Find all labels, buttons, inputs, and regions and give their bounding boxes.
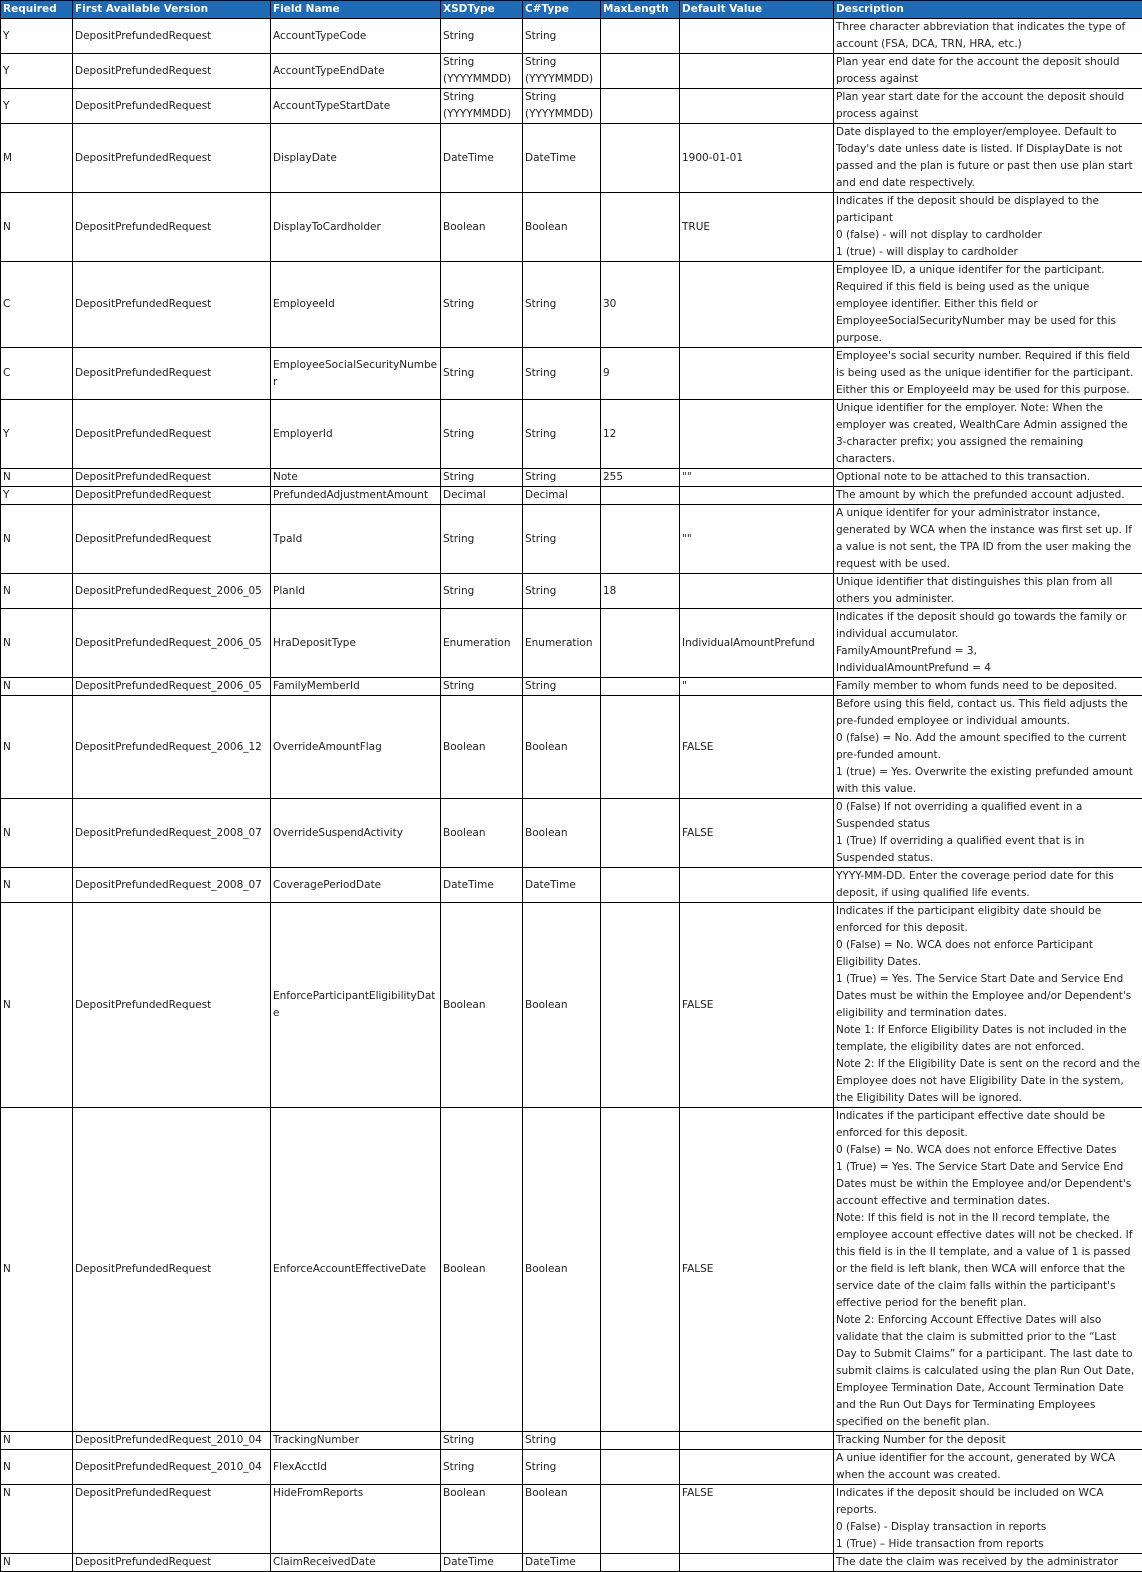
table-row	[1, 678, 1142, 696]
xsd-type-cell: String	[441, 1450, 523, 1485]
field-name-cell: EmployeeId	[271, 262, 441, 348]
table-row	[1, 574, 1142, 609]
field-name-cell: Note	[271, 469, 441, 487]
version-cell: DepositPrefundedRequest_2010_04	[73, 1432, 271, 1450]
table-row	[1, 487, 1142, 505]
table-row	[1, 400, 1142, 469]
default-value-cell	[680, 487, 834, 505]
field-name-cell: PlanId	[271, 574, 441, 609]
csharp-type-cell: Boolean	[523, 1108, 601, 1432]
xsd-type-cell: String (YYYYMMDD)	[441, 89, 523, 124]
table-row	[1, 903, 1142, 1108]
field-name-cell: EmployeeSocialSecurityNumber	[271, 348, 441, 400]
field-name-cell: AccountTypeCode	[271, 19, 441, 54]
csharp-type-cell: Boolean	[523, 903, 601, 1108]
field-name-cell: FamilyMemberId	[271, 678, 441, 696]
csharp-type-cell: String	[523, 574, 601, 609]
table-row	[1, 609, 1142, 678]
required-cell: N	[1, 469, 73, 487]
max-length-cell	[601, 903, 680, 1108]
csharp-type-cell: Decimal	[523, 487, 601, 505]
required-cell: N	[1, 193, 73, 262]
table-row	[1, 262, 1142, 348]
version-cell: DepositPrefundedRequest	[73, 1485, 271, 1554]
xsd-type-cell: String	[441, 1432, 523, 1450]
max-length-cell	[601, 1485, 680, 1554]
version-cell: DepositPrefundedRequest	[73, 903, 271, 1108]
required-cell: M	[1, 124, 73, 193]
required-cell: N	[1, 1450, 73, 1485]
max-length-cell	[601, 678, 680, 696]
default-value-cell	[680, 262, 834, 348]
default-value-cell	[680, 1450, 834, 1485]
table-row	[1, 193, 1142, 262]
description-cell: Unique identifier that distinguishes this plan from all others you administer.	[834, 574, 1142, 609]
csharp-type-cell: DateTime	[523, 1554, 601, 1572]
table-row	[1, 348, 1142, 400]
field-name-cell: OverrideAmountFlag	[271, 696, 441, 799]
csharp-type-cell: String	[523, 400, 601, 469]
csharp-type-cell: Boolean	[523, 193, 601, 262]
xsd-type-cell: String	[441, 262, 523, 348]
csharp-type-cell: String	[523, 505, 601, 574]
xsd-type-cell: Boolean	[441, 1108, 523, 1432]
default-value-cell	[680, 89, 834, 124]
field-name-cell: PrefundedAdjustmentAmount	[271, 487, 441, 505]
csharp-type-cell: String	[523, 469, 601, 487]
csharp-type-cell: String	[523, 1432, 601, 1450]
max-length-cell	[601, 1108, 680, 1432]
field-name-cell: CoveragePeriodDate	[271, 868, 441, 903]
required-cell: Y	[1, 54, 73, 89]
xsd-type-cell: String	[441, 19, 523, 54]
table-row	[1, 505, 1142, 574]
description-cell: Plan year end date for the account the deposit should process against	[834, 54, 1142, 89]
version-cell: DepositPrefundedRequest	[73, 505, 271, 574]
field-name-cell: AccountTypeEndDate	[271, 54, 441, 89]
xsd-type-cell: String	[441, 505, 523, 574]
header-default-value: Default Value	[680, 1, 834, 19]
xsd-type-cell: String	[441, 348, 523, 400]
default-value-cell: TRUE	[680, 193, 834, 262]
default-value-cell: 1900-01-01	[680, 124, 834, 193]
description-cell: Plan year start date for the account the deposit should process against	[834, 89, 1142, 124]
header-csharp-type: C#Type	[523, 1, 601, 19]
description-cell: Tracking Number for the deposit	[834, 1432, 1142, 1450]
default-value-cell: "	[680, 678, 834, 696]
max-length-cell	[601, 89, 680, 124]
version-cell: DepositPrefundedRequest	[73, 1554, 271, 1572]
max-length-cell: 255	[601, 469, 680, 487]
version-cell: DepositPrefundedRequest	[73, 348, 271, 400]
table-row	[1, 54, 1142, 89]
field-name-cell: EnforceAccountEffectiveDate	[271, 1108, 441, 1432]
description-cell: Employee's social security number. Required if this field is being used as the unique identifier for the participant. Either this or EmployeeId may be used for this purpose.	[834, 348, 1142, 400]
max-length-cell	[601, 193, 680, 262]
default-value-cell	[680, 400, 834, 469]
description-cell: 0 (False) If not overriding a qualified event in a Suspended status 1 (True) If overriding a qualified event that is in Suspended status.	[834, 799, 1142, 868]
default-value-cell: ""	[680, 469, 834, 487]
field-name-cell: TrackingNumber	[271, 1432, 441, 1450]
version-cell: DepositPrefundedRequest_2006_05	[73, 609, 271, 678]
xsd-type-cell: Boolean	[441, 696, 523, 799]
description-cell: A uniue identifier for the account, generated by WCA when the account was created.	[834, 1450, 1142, 1485]
xsd-type-cell: DateTime	[441, 124, 523, 193]
xsd-type-cell: String	[441, 400, 523, 469]
version-cell: DepositPrefundedRequest	[73, 400, 271, 469]
field-name-cell: HraDepositType	[271, 609, 441, 678]
required-cell: Y	[1, 400, 73, 469]
description-cell: The amount by which the prefunded account adjusted.	[834, 487, 1142, 505]
description-cell: Family member to whom funds need to be deposited.	[834, 678, 1142, 696]
max-length-cell	[601, 799, 680, 868]
field-name-cell: TpaId	[271, 505, 441, 574]
xsd-type-cell: DateTime	[441, 868, 523, 903]
version-cell: DepositPrefundedRequest_2006_12	[73, 696, 271, 799]
description-cell: Indicates if the deposit should be included on WCA reports. 0 (False) - Display transaction in reports 1 (True) – Hide transaction from reports	[834, 1485, 1142, 1554]
csharp-type-cell: DateTime	[523, 868, 601, 903]
table-row	[1, 89, 1142, 124]
xsd-type-cell: Boolean	[441, 903, 523, 1108]
required-cell: Y	[1, 19, 73, 54]
required-cell: N	[1, 903, 73, 1108]
max-length-cell: 9	[601, 348, 680, 400]
required-cell: C	[1, 262, 73, 348]
description-cell: Unique identifier for the employer. Note: When the employer was created, WealthCare Admin assigned the 3-character prefix; you assigned the remaining characters.	[834, 400, 1142, 469]
header-first-available-version: First Available Version	[73, 1, 271, 19]
table-row	[1, 1450, 1142, 1485]
header-max-length: MaxLength	[601, 1, 680, 19]
version-cell: DepositPrefundedRequest_2008_07	[73, 868, 271, 903]
table-row	[1, 696, 1142, 799]
default-value-cell: FALSE	[680, 1485, 834, 1554]
table-row	[1, 1108, 1142, 1432]
default-value-cell	[680, 868, 834, 903]
csharp-type-cell: String (YYYYMMDD)	[523, 89, 601, 124]
table-row	[1, 868, 1142, 903]
description-cell: Indicates if the deposit should be displayed to the participant 0 (false) - will not display to cardholder 1 (true) - will display to cardholder	[834, 193, 1142, 262]
table-row	[1, 1485, 1142, 1554]
max-length-cell	[601, 609, 680, 678]
field-name-cell: AccountTypeStartDate	[271, 89, 441, 124]
csharp-type-cell: String	[523, 678, 601, 696]
required-cell: N	[1, 1554, 73, 1572]
version-cell: DepositPrefundedRequest_2008_07	[73, 799, 271, 868]
description-cell: Indicates if the participant effective date should be enforced for this deposit. 0 (False) = No. WCA does not enforce Effective Dates 1 (True) = Yes. The Service Start Date and Service End Dates must be within the Employee and/or Dependent's account effective and termination dates. Note: If this field is not in the II record template, the employee account effective dates will not be checked. If this field is in the II template, and a value of 1 is passed or the field is left blank, then WCA will enforce that the service date of the claim falls within the participant's effective period for the benefit plan. Note 2: Enforcing Account Effective Dates will also validate that the claim is submitted prior to the “Last Day to Submit Claims” for a participant. The last date to submit claims is calculated using the plan Run Out Date, Employee Termination Date, Account Termination Date and the Run Out Days for Terminating Employees specified on the benefit plan.	[834, 1108, 1142, 1432]
xsd-type-cell: Enumeration	[441, 609, 523, 678]
required-cell: Y	[1, 89, 73, 124]
field-name-cell: EmployerId	[271, 400, 441, 469]
field-name-cell: DisplayDate	[271, 124, 441, 193]
required-cell: N	[1, 505, 73, 574]
table-row	[1, 799, 1142, 868]
description-cell: Before using this field, contact us. This field adjusts the pre-funded employee or individual amounts. 0 (false) = No. Add the amount specified to the current pre-funded amount. 1 (true) = Yes. Overwrite the existing prefunded amount with this value.	[834, 696, 1142, 799]
field-name-cell: DisplayToCardholder	[271, 193, 441, 262]
description-cell: Employee ID, a unique identifer for the participant. Required if this field is being used as the unique employee identifier. Either this field or EmployeeSocialSecurityNumber may be used for this purpose.	[834, 262, 1142, 348]
max-length-cell	[601, 1554, 680, 1572]
default-value-cell	[680, 574, 834, 609]
version-cell: DepositPrefundedRequest_2006_05	[73, 678, 271, 696]
required-cell: N	[1, 609, 73, 678]
header-required: Required	[1, 1, 73, 19]
header-xsd-type: XSDType	[441, 1, 523, 19]
table-row	[1, 1432, 1142, 1450]
version-cell: DepositPrefundedRequest_2006_05	[73, 574, 271, 609]
version-cell: DepositPrefundedRequest	[73, 19, 271, 54]
default-value-cell	[680, 348, 834, 400]
csharp-type-cell: String	[523, 19, 601, 54]
max-length-cell: 30	[601, 262, 680, 348]
xsd-type-cell: Boolean	[441, 799, 523, 868]
required-cell: N	[1, 1485, 73, 1554]
max-length-cell: 18	[601, 574, 680, 609]
default-value-cell	[680, 1554, 834, 1572]
header-field-name: Field Name	[271, 1, 441, 19]
default-value-cell: IndividualAmountPrefund	[680, 609, 834, 678]
csharp-type-cell: Enumeration	[523, 609, 601, 678]
xsd-type-cell: String	[441, 469, 523, 487]
default-value-cell: FALSE	[680, 1108, 834, 1432]
max-length-cell	[601, 868, 680, 903]
default-value-cell	[680, 54, 834, 89]
csharp-type-cell: String	[523, 1450, 601, 1485]
default-value-cell: FALSE	[680, 799, 834, 868]
field-name-cell: ClaimReceivedDate	[271, 1554, 441, 1572]
csharp-type-cell: String (YYYYMMDD)	[523, 54, 601, 89]
xsd-type-cell: Boolean	[441, 193, 523, 262]
required-cell: N	[1, 1432, 73, 1450]
max-length-cell	[601, 505, 680, 574]
default-value-cell: FALSE	[680, 696, 834, 799]
version-cell: DepositPrefundedRequest	[73, 262, 271, 348]
csharp-type-cell: Boolean	[523, 1485, 601, 1554]
xsd-type-cell: String	[441, 678, 523, 696]
max-length-cell	[601, 696, 680, 799]
description-cell: Indicates if the deposit should go towards the family or individual accumulator. FamilyAmountPrefund = 3, IndividualAmountPrefund = 4	[834, 609, 1142, 678]
max-length-cell	[601, 1450, 680, 1485]
table-row	[1, 469, 1142, 487]
version-cell: DepositPrefundedRequest_2010_04	[73, 1450, 271, 1485]
version-cell: DepositPrefundedRequest	[73, 1108, 271, 1432]
max-length-cell	[601, 54, 680, 89]
field-name-cell: HideFromReports	[271, 1485, 441, 1554]
csharp-type-cell: Boolean	[523, 799, 601, 868]
csharp-type-cell: String	[523, 348, 601, 400]
table-body	[1, 19, 1142, 1572]
table-row	[1, 124, 1142, 193]
max-length-cell	[601, 487, 680, 505]
table-row	[1, 19, 1142, 54]
required-cell: N	[1, 1108, 73, 1432]
description-cell: The date the claim was received by the administrator	[834, 1554, 1142, 1572]
required-cell: N	[1, 799, 73, 868]
description-cell: Optional note to be attached to this transaction.	[834, 469, 1142, 487]
version-cell: DepositPrefundedRequest	[73, 193, 271, 262]
required-cell: N	[1, 678, 73, 696]
required-cell: N	[1, 574, 73, 609]
description-cell: Three character abbreviation that indicates the type of account (FSA, DCA, TRN, HRA, etc.)	[834, 19, 1142, 54]
required-cell: Y	[1, 487, 73, 505]
required-cell: N	[1, 696, 73, 799]
max-length-cell: 12	[601, 400, 680, 469]
required-cell: N	[1, 868, 73, 903]
header-row	[1, 1, 1142, 19]
version-cell: DepositPrefundedRequest	[73, 124, 271, 193]
default-value-cell: FALSE	[680, 903, 834, 1108]
default-value-cell	[680, 1432, 834, 1450]
max-length-cell	[601, 1432, 680, 1450]
description-cell: Indicates if the participant eligibity date should be enforced for this deposit. 0 (False) = No. WCA does not enforce Participant Eligibility Dates. 1 (True) = Yes. The Service Start Date and Service End Dates must be within the Employee and/or Dependent's eligibility and termination dates. Note 1: If Enforce Eligibility Dates is not included in the template, the eligibility dates are not enforced. Note 2: If the Eligibility Date is sent on the record and the Employee does not have Eligibility Date in the system, the Eligibility Dates will be ignored.	[834, 903, 1142, 1108]
version-cell: DepositPrefundedRequest	[73, 487, 271, 505]
csharp-type-cell: DateTime	[523, 124, 601, 193]
xsd-type-cell: String	[441, 574, 523, 609]
version-cell: DepositPrefundedRequest	[73, 89, 271, 124]
field-name-cell: FlexAcctId	[271, 1450, 441, 1485]
table-row	[1, 1554, 1142, 1572]
required-cell: C	[1, 348, 73, 400]
max-length-cell	[601, 19, 680, 54]
description-cell: A unique identifer for your administrator instance, generated by WCA when the instance was first set up. If a value is not sent, the TPA ID from the user making the request with be used.	[834, 505, 1142, 574]
default-value-cell	[680, 19, 834, 54]
csharp-type-cell: String	[523, 262, 601, 348]
default-value-cell: ""	[680, 505, 834, 574]
xsd-type-cell: String (YYYYMMDD)	[441, 54, 523, 89]
field-name-cell: OverrideSuspendActivity	[271, 799, 441, 868]
description-cell: Date displayed to the employer/employee. Default to Today's date unless date is listed. If DisplayDate is not passed and the plan is future or past then use plan start and end date respectively.	[834, 124, 1142, 193]
xsd-type-cell: Boolean	[441, 1485, 523, 1554]
version-cell: DepositPrefundedRequest	[73, 469, 271, 487]
max-length-cell	[601, 124, 680, 193]
xsd-type-cell: Decimal	[441, 487, 523, 505]
version-cell: DepositPrefundedRequest	[73, 54, 271, 89]
header-description: Description	[834, 1, 1142, 19]
csharp-type-cell: Boolean	[523, 696, 601, 799]
field-name-cell: EnforceParticipantEligibilityDate	[271, 903, 441, 1108]
xsd-type-cell: DateTime	[441, 1554, 523, 1572]
description-cell: YYYY-MM-DD. Enter the coverage period date for this deposit, if using qualified life events.	[834, 868, 1142, 903]
